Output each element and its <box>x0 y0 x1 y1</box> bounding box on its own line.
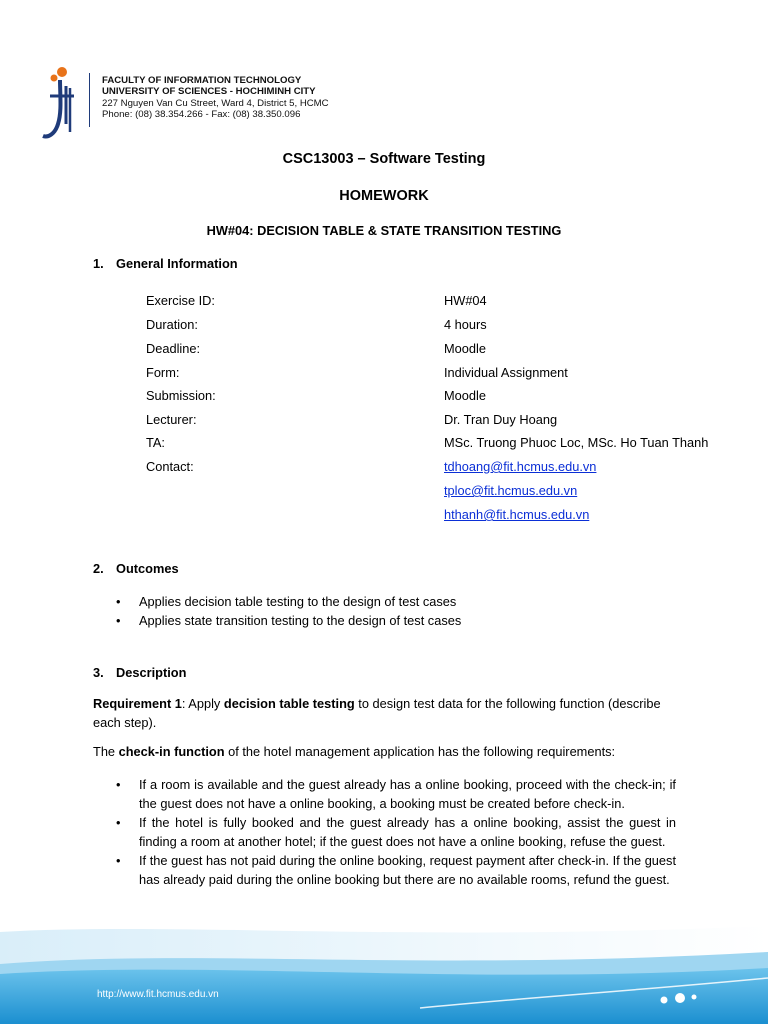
info-label-ta: TA: <box>146 435 165 450</box>
info-label-duration: Duration: <box>146 317 198 332</box>
section-heading-description <box>93 665 186 680</box>
faculty-name: FACULTY OF INFORMATION TECHNOLOGY <box>102 75 302 86</box>
course-title: CSC13003 – Software Testing <box>282 151 486 167</box>
info-label-contact: Contact: <box>146 459 194 474</box>
list-item: • If a room is available and the guest already has a online booking, proceed with the check-in; if the guest does not have a online booking, a booking must be created before check-in. <box>116 775 676 813</box>
info-value-ta: MSc. Truong Phuoc Loc, MSc. Ho Tuan Thanh <box>444 435 709 450</box>
requirement-text: : Apply <box>181 696 224 711</box>
outcomes-list <box>116 592 676 630</box>
email-link-tdhoang[interactable]: tdhoang@fit.hcmus.edu.vn <box>444 459 597 474</box>
info-label-exercise-id: Exercise ID: <box>146 293 215 308</box>
footer-url: http://www.fit.hcmus.edu.vn <box>97 989 219 1000</box>
contact-cell <box>444 459 596 474</box>
section-title: General Information <box>116 256 238 271</box>
info-value-form: Individual Assignment <box>444 365 568 380</box>
checkin-intro-paragraph <box>93 742 683 761</box>
list-item: • If the hotel is fully booked and the guest already has a online booking, assist the guest in finding a room at another hotel; if the guest does not have a online booking, refuse the guest. <box>116 813 676 851</box>
info-value-deadline: Moodle <box>444 341 486 356</box>
list-item: • Applies decision table testing to the design of test cases <box>116 592 676 611</box>
fit-logo-icon <box>40 66 76 142</box>
email-link-hthanh[interactable]: hthanh@fit.hcmus.edu.vn <box>444 507 590 522</box>
info-label-submission: Submission: <box>146 388 216 403</box>
section-heading-general <box>93 256 238 271</box>
requirement-label: Requirement 1 <box>93 696 182 711</box>
info-value-exercise-id: HW#04 <box>444 293 487 308</box>
footer-wave <box>0 912 768 1024</box>
list-item: • If the guest has not paid during the online booking, request payment after check-in. If the guest has already paid during the online booking but there are no available rooms, refund the guest. <box>116 851 676 889</box>
list-item: • Applies state transition testing to the design of test cases <box>116 611 676 630</box>
intro-text: of the hotel management application has the following requirements: <box>224 744 616 759</box>
university-name: UNIVERSITY OF SCIENCES - HOCHIMINH CITY <box>102 86 316 98</box>
section-title: Outcomes <box>116 561 179 576</box>
contact-cell <box>444 507 589 522</box>
email-link-tploc[interactable]: tploc@fit.hcmus.edu.vn <box>444 483 578 498</box>
requirement-text: to design test data for the following function (describe each step). <box>93 696 661 730</box>
info-label-lecturer: Lecturer: <box>146 412 197 427</box>
requirement-1-paragraph <box>93 694 683 732</box>
info-label-form: Form: <box>146 365 180 380</box>
homework-title: HOMEWORK <box>339 188 429 204</box>
intro-function: check-in function <box>118 744 225 759</box>
faculty-phone: Phone: (08) 38.354.266 - Fax: (08) 38.350.096 <box>102 109 301 121</box>
info-value-submission: Moodle <box>444 388 486 403</box>
header-divider <box>89 73 90 127</box>
section-number: 2. <box>93 561 104 576</box>
section-number: 3. <box>93 665 104 680</box>
info-value-duration: 4 hours <box>444 317 487 332</box>
assignment-title: HW#04: DECISION TABLE & STATE TRANSITION TESTING <box>206 223 562 238</box>
contact-cell <box>444 483 577 498</box>
section-title: Description <box>116 665 187 680</box>
faculty-address: 227 Nguyen Van Cu Street, Ward 4, District 5, HCMC <box>102 97 329 109</box>
checkin-requirements-list <box>116 775 676 889</box>
intro-text: The <box>93 744 119 759</box>
info-value-lecturer: Dr. Tran Duy Hoang <box>444 412 558 427</box>
section-number: 1. <box>93 256 104 271</box>
info-label-deadline: Deadline: <box>146 341 201 356</box>
requirement-technique: decision table testing <box>223 696 355 711</box>
section-heading-outcomes <box>93 561 179 576</box>
faculty-block <box>102 75 329 121</box>
